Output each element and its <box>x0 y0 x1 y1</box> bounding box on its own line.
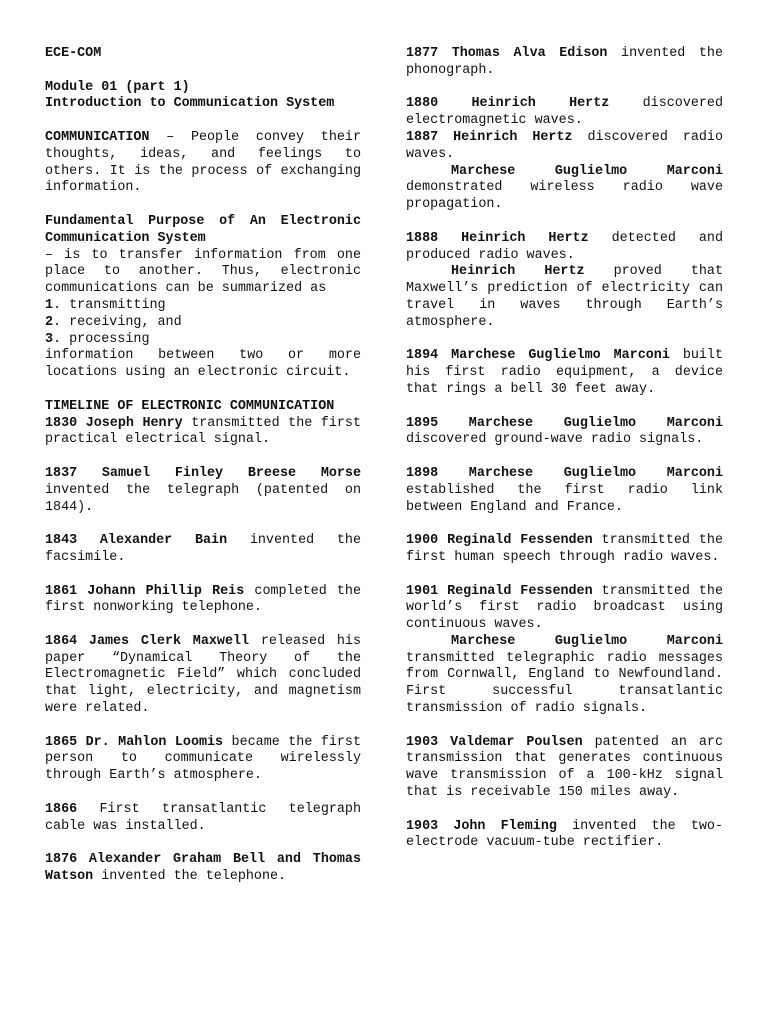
timeline-entry: 1880 Heinrich Hertz discovered electromagnetic waves. <box>406 96 723 129</box>
timeline-entry: 1865 Dr. Mahlon Loomis became the first person to communicate wirelessly through Earth’s atmosphere. <box>45 734 361 784</box>
list-item: 2. receiving, and <box>45 314 182 330</box>
timeline-entry: 1903 John Fleming invented the two-electrode vacuum-tube rectifier. <box>406 818 723 851</box>
timeline-entry: 1861 Johann Phillip Reis completed the first nonworking telephone. <box>45 583 362 616</box>
timeline-entry: 1887 Heinrich Hertz discovered radio waves. <box>406 129 723 162</box>
timeline-entry: 1830 Joseph Henry transmitted the first practical electrical signal. <box>45 415 361 448</box>
timeline-entry: 1888 Heinrich Hertz detected and produced radio waves. <box>406 230 723 263</box>
timeline-entry: 1894 Marchese Guglielmo Marconi built his first radio equipment, a device that rings a bell 30 feet away. <box>406 348 724 397</box>
purpose-outro: information between two or more locations using an electronic circuit. <box>45 348 361 381</box>
timeline-entry: 1866 First transatlantic telegraph cable was installed. <box>45 801 361 834</box>
timeline-entry: 1876 Alexander Graham Bell and Thomas Watson invented the telephone. <box>45 852 361 885</box>
term: COMMUNICATION <box>45 129 150 145</box>
communication-definition: COMMUNICATION – People convey their thoughts, ideas, and feelings to others. It is the process of exchanging information. <box>45 129 361 196</box>
right-column <box>406 46 723 852</box>
timeline-entry: 1895 Marchese Guglielmo Marconi discovered ground-wave radio signals. <box>406 415 723 448</box>
timeline-entry: 1877 Thomas Alva Edison invented the phonograph. <box>406 46 723 78</box>
course-code: ECE-COM <box>45 46 102 61</box>
timeline-entry: 1903 Valdemar Poulsen patented an arc transmission that generates continuous wave transmission of a 100-kHz signal that is receivable 150 miles away. <box>406 734 723 801</box>
timeline-entry: Marchese Guglielmo Marconi demonstrated wireless radio wave propagation. <box>406 163 723 213</box>
list-item: 3. processing <box>45 331 150 347</box>
timeline-entry: Marchese Guglielmo Marconi transmitted telegraphic radio messages from Cornwall, England to Newfoundland. First successful transatlantic transmission of radio signals. <box>406 633 723 717</box>
timeline-entry: Heinrich Hertz proved that Maxwell’s prediction of electricity can travel in waves through Earth’s atmosphere. <box>406 264 724 330</box>
timeline-entry: 1900 Reginald Fessenden transmitted the first human speech through radio waves. <box>406 533 723 565</box>
timeline-entry: 1898 Marchese Guglielmo Marconi established the first radio link between England and France. <box>406 465 723 515</box>
purpose-heading: Fundamental Purpose of An Electronic Communication System <box>45 213 361 246</box>
timeline-heading: TIMELINE OF ELECTRONIC COMMUNICATION <box>45 398 335 414</box>
timeline-entry: 1901 Reginald Fessenden transmitted the world’s first radio broadcast using continuous waves. <box>406 583 723 633</box>
timeline-entry: 1837 Samuel Finley Breese Morse invented the telegraph (patented on 1844). <box>45 465 361 515</box>
timeline-entry: 1843 Alexander Bain invented the facsimile. <box>45 533 361 565</box>
module-title: Module 01 (part 1) <box>45 79 190 95</box>
module-topic: Introduction to Communication System <box>45 96 335 112</box>
left-column <box>45 46 361 886</box>
timeline-entry: 1864 James Clerk Maxwell released his paper “Dynamical Theory of the Electromagnetic Field” which concluded that light, electricity, and magnetism were related. <box>45 633 361 717</box>
purpose-intro: – is to transfer information from one place to another. Thus, electronic communications can be summarized as <box>45 247 361 297</box>
list-item: 1. transmitting <box>45 297 166 313</box>
